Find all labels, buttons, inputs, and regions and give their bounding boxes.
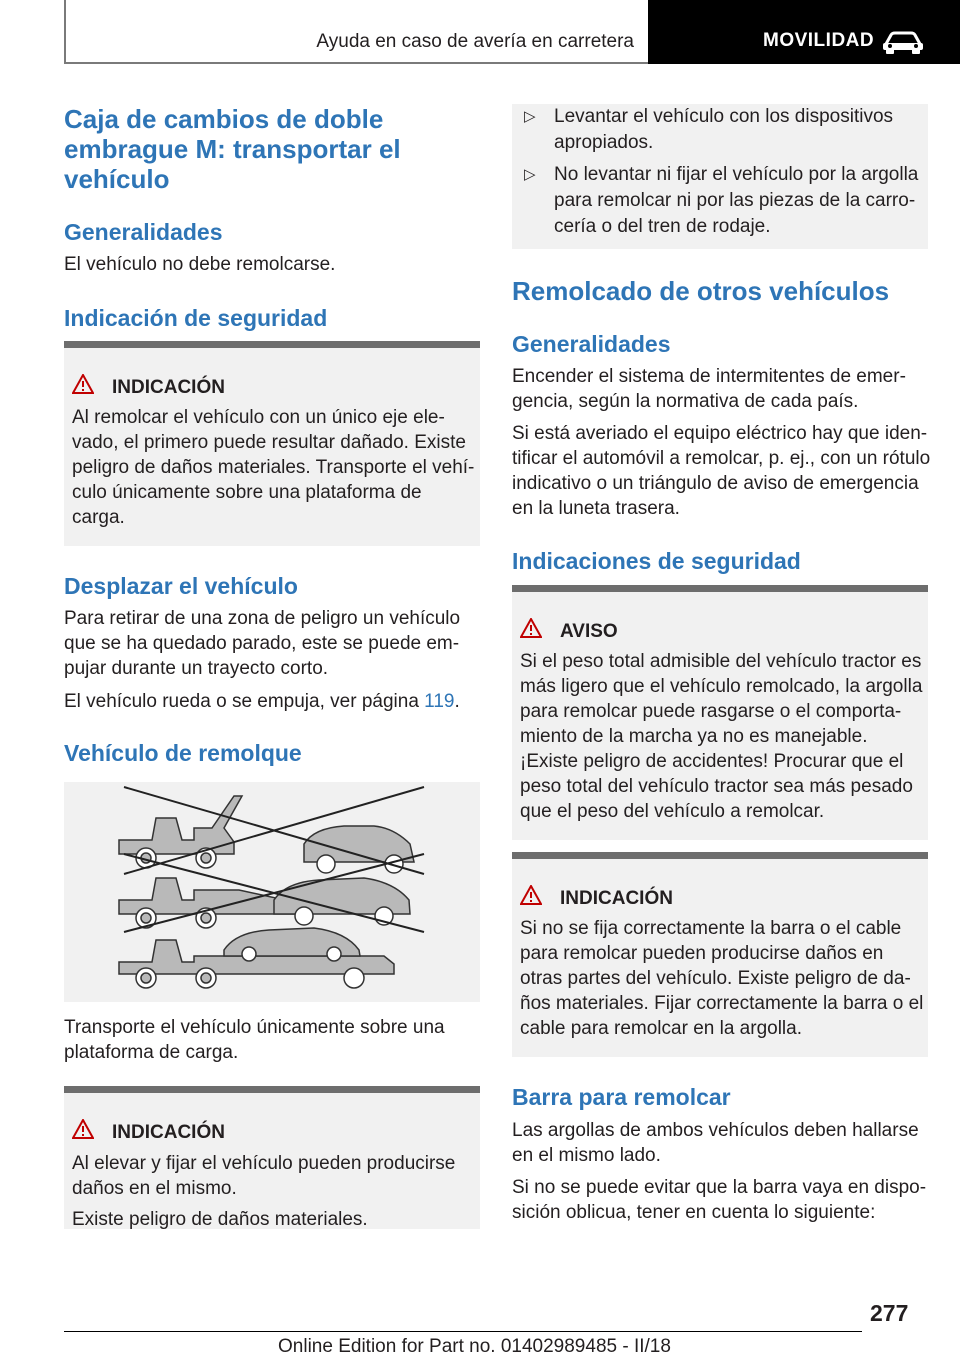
text-line: Las argollas de ambos vehículos deben hallarse	[512, 1120, 919, 1141]
note-line: Existe peligro de daños materiales.	[72, 1209, 368, 1230]
section-title-line: embrague M: transportar el	[64, 134, 401, 164]
note-line: Al remolcar el vehículo con un único eje ele-	[72, 407, 445, 428]
note-text	[520, 916, 923, 1041]
note-label: INDICACIÓN	[112, 1122, 225, 1143]
caption-line: plataforma de carga.	[64, 1042, 239, 1063]
warning-triangle-icon	[520, 618, 542, 638]
heading-general-right: Generalidades	[512, 331, 671, 357]
note-label: INDICACIÓN	[560, 888, 673, 909]
text-line: que se ha quedado parado, este se puede em-	[64, 633, 460, 654]
heading-tow-bar: Barra para remolcar	[512, 1084, 731, 1110]
note-line: para remolcar pueden producirse daños en	[520, 943, 884, 964]
note-text	[72, 1151, 455, 1232]
warning-triangle-icon	[72, 374, 94, 394]
note-line: cable para remolcar en la argolla.	[520, 1018, 802, 1039]
list-line: No levantar ni fijar el vehículo por la argolla	[554, 164, 919, 185]
note-line: culo únicamente sobre una plataforma de	[72, 482, 422, 503]
tow-trucks-figure	[64, 782, 480, 1002]
paragraph-tow-eyes	[512, 1118, 919, 1168]
heading-safety: Indicación de seguridad	[64, 305, 328, 331]
list-line: apropiados.	[554, 132, 654, 153]
text-line: Si no se puede evitar que la barra vaya en dispo-	[512, 1177, 927, 1198]
note-line: Al elevar y fijar el vehículo pueden producirse	[72, 1153, 456, 1174]
warning-box	[512, 585, 928, 840]
note-line: daños en el mismo.	[72, 1178, 237, 1199]
text-line: indicativo o un triángulo de aviso de emergencia	[512, 473, 919, 494]
heading-general: Generalidades	[64, 219, 223, 245]
chapter-title: Ayuda en caso de avería en carretera	[316, 31, 634, 52]
paragraph-electrical	[512, 421, 930, 521]
note-line: miento de la marcha ya no es manejable.	[520, 726, 868, 747]
text-line: en el mismo lado.	[512, 1145, 661, 1166]
paragraph-reference	[64, 689, 460, 714]
heading-tow: Vehículo de remolque	[64, 740, 302, 766]
paragraph-hazard-lights	[512, 364, 906, 414]
note-line: que el peso del vehículo a remolcar.	[520, 801, 825, 822]
warning-label: AVISO	[560, 621, 618, 642]
edition-note: Online Edition for Part no. 01402989485 - II/18	[278, 1336, 671, 1357]
note-line: vado, el primero puede resultar dañado. Existe	[72, 432, 466, 453]
header-underline	[64, 62, 649, 64]
figure-caption	[64, 1015, 445, 1065]
heading-safety-right: Indicaciones de seguridad	[512, 548, 801, 574]
note-box	[64, 1086, 480, 1229]
note-box	[512, 852, 928, 1057]
note-line: peso total del vehículo tractor sea más pesado	[520, 776, 913, 797]
left-column	[64, 104, 480, 194]
triangle-bullet-icon: ▷	[524, 166, 536, 183]
note-line: más ligero que el vehículo remolcado, la argolla	[520, 676, 923, 697]
note-line: Si el peso total admisible del vehículo tractor es	[520, 651, 922, 672]
car-icon	[880, 30, 926, 54]
note-line: ños materiales. Fijar correctamente la barra o el	[520, 993, 924, 1014]
text-line: tificar el automóvil a remolcar, p. ej., con un rótulo	[512, 448, 931, 469]
section-title-line: Caja de cambios de doble	[64, 104, 384, 134]
list-line: Levantar el vehículo con los dispositivos	[554, 106, 894, 127]
paragraph-general: El vehículo no debe remolcarse.	[64, 254, 336, 275]
section-tab	[648, 0, 960, 64]
page-link[interactable]: 119	[424, 691, 455, 712]
note-text	[72, 405, 474, 530]
reference-suffix: .	[454, 691, 460, 712]
note-line: Si no se fija correctamente la barra o el cable	[520, 918, 902, 939]
towing-illustration	[64, 782, 480, 1002]
note-line: carga.	[72, 507, 125, 528]
warning-triangle-icon	[520, 885, 542, 905]
triangle-bullet-icon: ▷	[524, 108, 536, 125]
note-line: peligro de daños materiales. Transporte el vehí-	[72, 457, 475, 478]
heading-move: Desplazar el vehículo	[64, 573, 298, 599]
section-label: MOVILIDAD	[763, 30, 875, 51]
note-box	[64, 341, 480, 546]
list-item	[524, 104, 894, 156]
paragraph-oblique	[512, 1175, 926, 1225]
section-title-line: vehículo	[64, 164, 170, 194]
section-title	[64, 104, 480, 194]
list-line: cería o del tren de rodaje.	[554, 216, 771, 237]
text-line: pujar durante un trayecto corto.	[64, 658, 329, 679]
list-line: para remolcar ni por las piezas de la carro-	[554, 190, 916, 211]
note-line: para remolcar puede rasgarse o el comporta-	[520, 701, 902, 722]
note-label: INDICACIÓN	[112, 377, 225, 398]
note-line: otras partes del vehículo. Existe peligro de da-	[520, 968, 911, 989]
text-line: Encender el sistema de intermitentes de emer-	[512, 366, 906, 387]
text-line: sición oblicua, tener en cuenta lo siguiente:	[512, 1202, 876, 1223]
page-number: 277	[870, 1300, 909, 1326]
text-line: en la luneta trasera.	[512, 498, 680, 519]
caption-line: Transporte el vehículo únicamente sobre una	[64, 1017, 445, 1038]
warning-triangle-icon	[72, 1119, 94, 1139]
note-line: ¡Existe peligro de accidentes! Procurar que el	[520, 751, 904, 772]
bullet-list-box	[512, 104, 928, 249]
footer-divider	[64, 1331, 862, 1332]
text-line: gencia, según la normativa de cada país.	[512, 391, 859, 412]
list-item	[524, 162, 919, 240]
text-line: Si está averiado el equipo eléctrico hay que iden-	[512, 423, 928, 444]
section-title-right: Remolcado de otros vehículos	[512, 276, 890, 306]
paragraph-move	[64, 606, 460, 681]
reference-text: El vehículo rueda o se empuja, ver página	[64, 691, 425, 712]
warning-text	[520, 649, 922, 824]
text-line: Para retirar de una zona de peligro un vehículo	[64, 608, 461, 629]
